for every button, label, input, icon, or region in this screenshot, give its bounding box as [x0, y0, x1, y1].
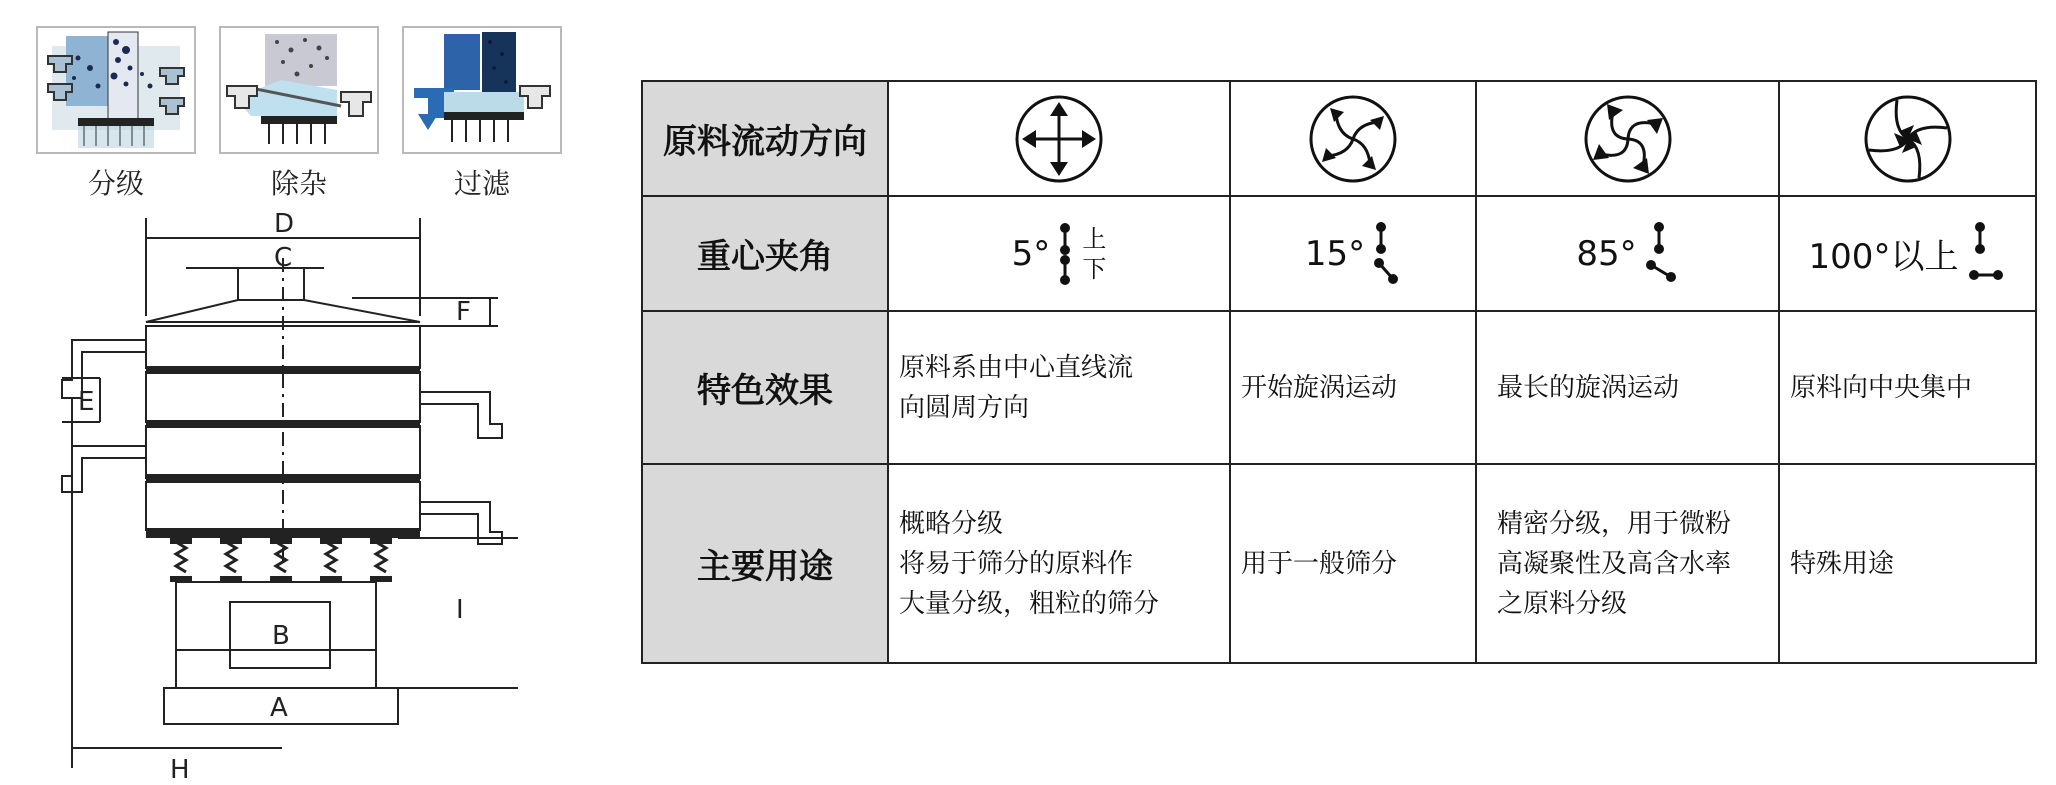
center-converge-icon — [1863, 94, 1953, 184]
filtration-caption: 过滤 — [453, 167, 510, 200]
grading-diagram — [36, 26, 196, 154]
swirl-long-icon — [1583, 94, 1673, 184]
outward-flow-icon — [1014, 94, 1104, 184]
swirl-start-icon — [1308, 94, 1398, 184]
angle-down-label: 下 — [1082, 254, 1107, 283]
flow-comparison-table — [641, 80, 2037, 664]
angle-15-icon — [1373, 221, 1401, 287]
effect-cell: 最长的旋涡运动 — [1476, 311, 1779, 464]
row-gravity-angle — [642, 196, 2036, 311]
use-cell: 精密分级，用于微粉 高凝聚性及高含水率 之原料分级 — [1476, 464, 1779, 663]
impurity-removal-caption: 除杂 — [270, 167, 327, 200]
effect-cell: 开始旋涡运动 — [1230, 311, 1476, 464]
dimension-label-H: H — [170, 755, 190, 785]
filtration-diagram — [402, 26, 562, 154]
dimension-label-E: E — [78, 387, 95, 417]
angle-up-label: 上 — [1082, 224, 1107, 253]
header-gravity-angle: 重心夹角 — [642, 196, 888, 311]
row-effects — [642, 311, 2036, 464]
angle-5-icon — [1058, 222, 1072, 286]
impurity-removal-diagram — [219, 26, 379, 154]
angle-100-icon — [1966, 221, 2006, 287]
dimension-label-A: A — [270, 693, 288, 723]
use-cell: 特殊用途 — [1779, 464, 2036, 663]
header-effects: 特色效果 — [642, 311, 888, 464]
use-cell: 概略分级 将易于筛分的原料作 大量分级，粗粒的筛分 — [888, 464, 1230, 663]
dimension-label-C: C — [274, 243, 293, 273]
grading-caption: 分级 — [87, 167, 144, 200]
row-main-uses — [642, 464, 2036, 663]
effect-cell: 原料向中央集中 — [1779, 311, 2036, 464]
dimension-label-F: F — [456, 297, 471, 327]
angle-value: 100°以上 — [1808, 237, 1959, 277]
dimension-label-B: B — [272, 621, 290, 651]
angle-value: 15° — [1304, 233, 1366, 274]
dimension-label-I: I — [456, 595, 464, 625]
use-cell: 用于一般筛分 — [1230, 464, 1476, 663]
vibrating-screen-dimension-drawing — [58, 202, 518, 785]
header-main-uses: 主要用途 — [642, 464, 888, 663]
angle-value: 5° — [1011, 233, 1051, 274]
effect-cell: 原料系由中心直线流 向圆周方向 — [888, 311, 1230, 464]
angle-85-icon — [1645, 221, 1679, 287]
dimension-label-D: D — [274, 209, 295, 239]
row-flow-direction — [642, 81, 2036, 196]
angle-value: 85° — [1576, 233, 1637, 274]
header-flow-direction: 原料流动方向 — [642, 81, 888, 196]
